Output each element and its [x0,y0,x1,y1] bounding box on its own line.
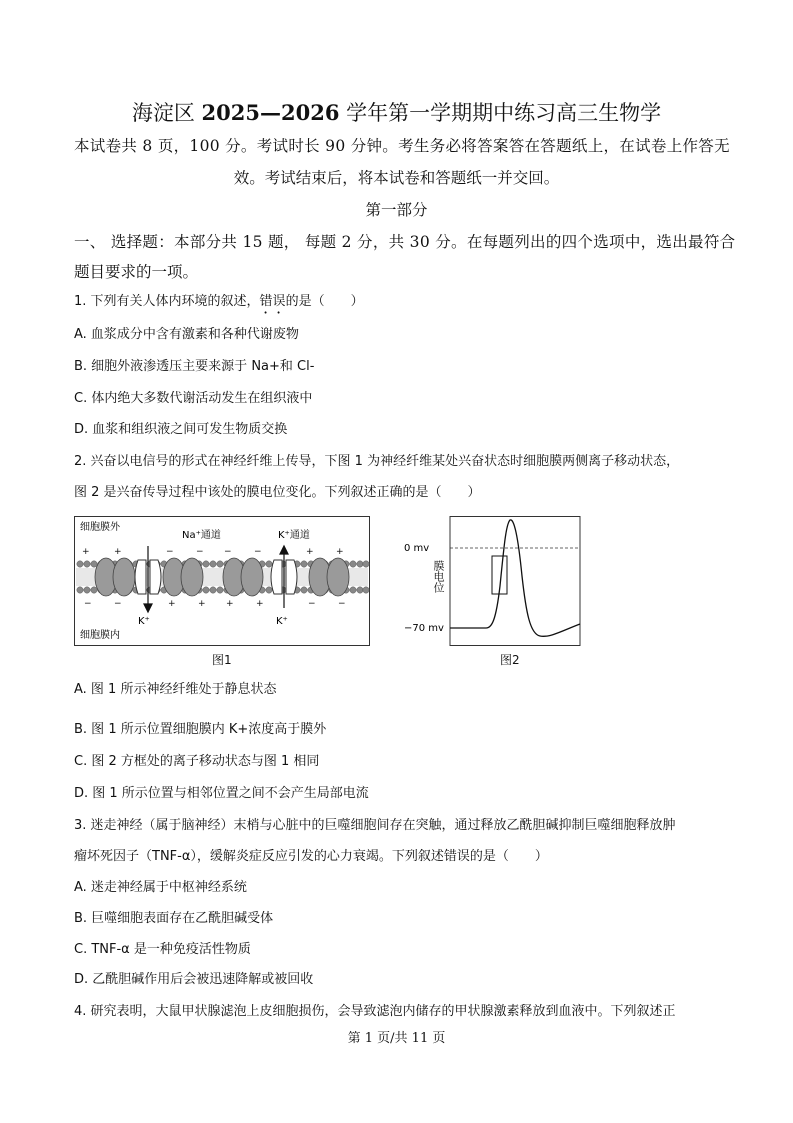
svg-text:+: + [226,599,234,609]
section-heading-line-1: 一、 选择题：本部分共 15 题， 每题 2 分，共 30 分。在每题列出的四个选项中，选出最符合 [74,233,736,251]
fig2-minus70-label: −70 mv [404,623,444,634]
q3-option-c: C. TNF-α 是一种免疫活性物质 [74,942,251,957]
q1-option-d: D. 血浆和组织液之间可发生物质交换 [74,422,288,437]
fig2-zero-label: 0 mv [404,543,430,554]
intro-line-2: 效。考试结束后，将本试卷和答题纸一并交回。 [233,169,560,187]
svg-text:−: − [338,599,346,609]
q2-option-d: D. 图 1 所示位置与相邻位置之间不会产生局部电流 [74,786,369,801]
q3-option-a: A. 迷走神经属于中枢神经系统 [74,880,247,895]
intro-line-1: 本试卷共 8 页，100 分。考试时长 90 分钟。考生务必将答案答在答题纸上，在试卷上作答无 [74,137,730,155]
part-title: 第一部分 [365,201,428,219]
fig1-outside-label: 细胞膜外 [80,522,120,533]
svg-text:−: − [224,547,232,557]
figure-2-potential-graph [400,516,590,646]
q3-stem-line-1: 3. 迷走神经（属于脑神经）末梢与心脏中的巨噬细胞间存在突触，通过释放乙酰胆碱抑制巨噬细胞释放肿 [74,818,676,833]
fig1-k-left-label: K⁺ [138,616,150,627]
title-district: 海淀区 [131,101,202,125]
q4-stem-line-1: 4. 研究表明，大鼠甲状腺滤泡上皮细胞损伤，会导致滤泡内储存的甲状腺激素释放到血液中。下列叙述正 [74,1004,676,1019]
q2-stem-line-2: 图 2 是兴奋传导过程中该处的膜电位变化。下列叙述正确的是（ ） [74,485,481,500]
fig1-na-channel-label: Na⁺通道 [182,530,221,541]
q3-option-d: D. 乙酰胆碱作用后会被迅速降解或被回收 [74,972,314,987]
page-footer: 第 1 页/共 11 页 [347,1031,446,1046]
fig1-inside-label: 细胞膜内 [80,630,120,641]
svg-text:−: − [84,599,92,609]
q1-stem [74,290,364,317]
q1-option-b: B. 细胞外液渗透压主要来源于 Na+和 Cl- [74,359,315,374]
svg-text:+: + [198,599,206,609]
figure-1-caption: 图1 [212,653,232,667]
svg-text:+: + [306,547,314,557]
svg-text:+: + [256,599,264,609]
q3-stem-line-2: 瘤坏死因子（TNF-α），缓解炎症反应引发的心力衰竭。下列叙述错误的是（ ） [74,849,548,864]
title-subject: 学年第一学期期中练习高三生物学 [339,101,662,125]
q2-option-c: C. 图 2 方框处的离子移动状态与图 1 相同 [74,754,320,769]
svg-text:+: + [168,599,176,609]
q2-stem-line-1: 2. 兴奋以电信号的形式在神经纤维上传导，下图 1 为神经纤维某处兴奋状态时细胞膜两侧离子移动状态， [74,454,680,469]
q1-stem-pre: 1. 下列有关人体内环境的叙述， [74,294,260,309]
svg-text:−: − [196,547,204,557]
section-heading-line-2: 题目要求的一项。 [74,263,199,281]
q3-option-b: B. 巨噬细胞表面存在乙酰胆碱受体 [74,911,274,926]
figure-1-membrane-diagram [74,516,370,646]
fig1-k-channel-label: K⁺通道 [278,530,310,541]
q1-option-a: A. 血浆成分中含有激素和各种代谢废物 [74,327,299,342]
q1-stem-emphasis: 错误 [259,294,286,309]
q2-option-b: B. 图 1 所示位置细胞膜内 K+浓度高于膜外 [74,722,327,737]
q2-option-a: A. 图 1 所示神经纤维处于静息状态 [74,682,277,697]
svg-text:−: − [254,547,262,557]
q1-option-c: C. 体内绝大多数代谢活动发生在组织液中 [74,391,313,406]
title-years: 2025—2026 [201,100,340,125]
svg-text:−: − [166,547,174,557]
svg-text:+: + [82,547,90,557]
page-title [0,97,793,127]
svg-text:−: − [114,599,122,609]
q1-stem-post: 的是（ ） [285,294,364,309]
figure-2-caption: 图2 [500,653,520,667]
fig2-y-axis-label: 膜电位 [432,560,445,593]
svg-text:+: + [114,547,122,557]
svg-text:−: − [308,599,316,609]
fig1-k-right-label: K⁺ [276,616,288,627]
svg-text:+: + [336,547,344,557]
